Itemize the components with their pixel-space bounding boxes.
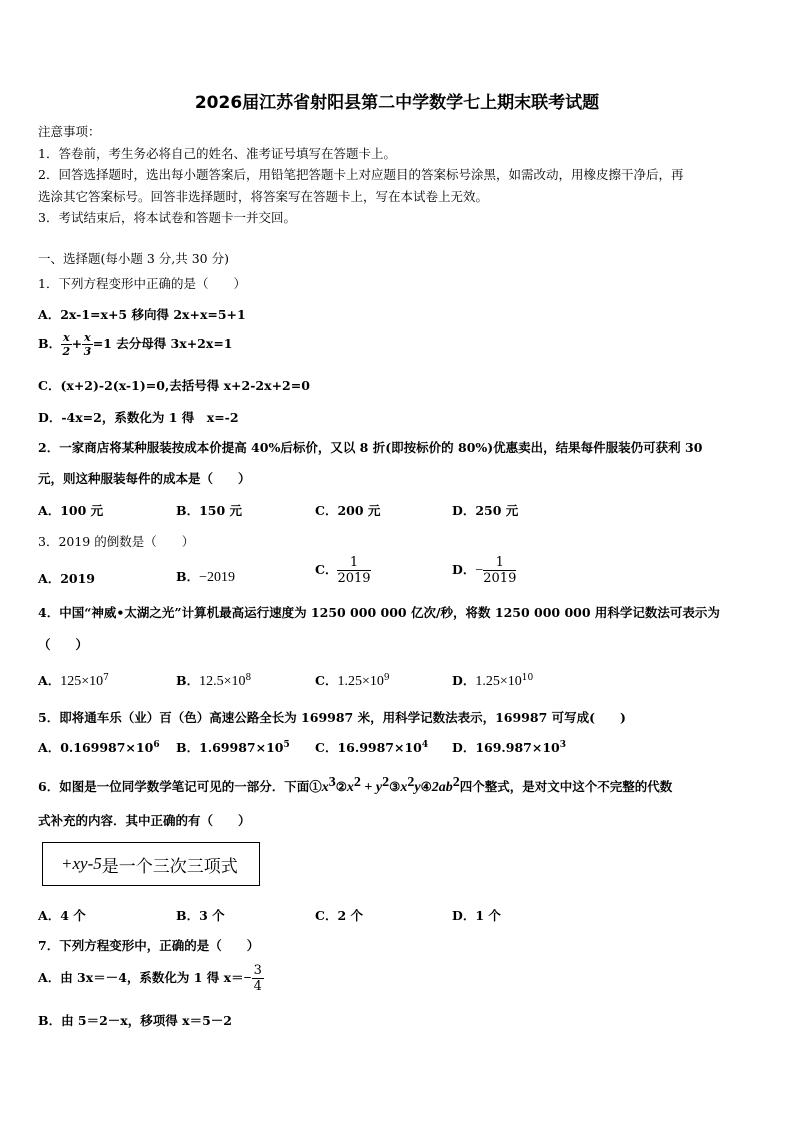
q6-stem-b: 四个整式，是对文中这个不完整的代数 <box>459 779 673 795</box>
q7-option-a <box>38 964 264 993</box>
q6-term2-b: y <box>375 780 383 796</box>
q4-option-d-base: 1.25×10 <box>475 674 522 689</box>
q2-option-a: A．100 元 <box>38 503 104 518</box>
q5-option-a <box>38 738 160 756</box>
section-heading: 一、选择题(每小题 3 分,共 30 分) <box>38 251 229 266</box>
q6-stem-a: 6．如图是一位同学数学笔记可见的一部分．下面① <box>38 779 322 795</box>
q6-option-c: C．2 个 <box>315 908 363 923</box>
q4-stem-line-2: （ ） <box>38 637 89 652</box>
q4-option-a-label: A． <box>38 673 61 688</box>
q6-term3-b: y <box>414 780 421 796</box>
q4-option-d-exp: 10 <box>521 672 534 683</box>
q3-option-d-label: D． <box>452 562 476 577</box>
q3-c-den: 2019 <box>337 571 371 586</box>
q5-option-d <box>452 738 566 756</box>
q6-term1-base: x <box>321 780 329 796</box>
q6-term2-a-exp: 2 <box>353 775 361 790</box>
q3-option-c-label: C． <box>315 562 338 577</box>
q7-option-b: B．由 5＝2－x，移项得 x＝5－2 <box>38 1013 232 1028</box>
q1-option-b-label: B． <box>38 336 62 351</box>
q4-option-d <box>452 671 533 690</box>
q6-term3-a: x <box>400 780 408 796</box>
q3-option-a: A．2019 <box>38 571 95 586</box>
q4-option-b-base: 12.5×10 <box>199 674 246 689</box>
notice-line-4: 3．考试结束后，将本试卷和答题卡一并交回。 <box>38 210 296 225</box>
q5-option-c <box>315 738 428 756</box>
q7-a-fraction <box>252 964 264 993</box>
q5-stem: 5．即将通车乐（业）百（色）高速公路全长为 169987 米，用科学记数法表示，169987 可写成( ) <box>38 710 626 725</box>
notice-line-1: 1．答卷前，考生务必将自己的姓名、准考证号填写在答题卡上。 <box>38 146 396 161</box>
q7-a-sign: − <box>243 971 252 986</box>
q1-option-b <box>38 332 233 357</box>
q4-option-a <box>38 671 109 690</box>
q4-option-c-exp: 9 <box>383 672 390 683</box>
q3-d-fraction <box>483 556 516 585</box>
q6-stem-line-1 <box>38 775 672 796</box>
q5-option-d-text: D．169.987×10 <box>452 740 560 755</box>
q6-circle-3: ③ <box>389 779 401 795</box>
page-title: 2026届江苏省射阳县第二中学数学七上期末联考试题 <box>194 93 600 113</box>
q5-option-d-exp: 3 <box>559 739 567 750</box>
q1-b-plus: + <box>71 336 83 351</box>
q5-option-b-exp: 5 <box>283 739 290 750</box>
q1-b-frac1-den: 2 <box>62 345 71 358</box>
q6-term1-exp: 3 <box>328 775 336 790</box>
q6-option-a: A．4 个 <box>38 908 86 923</box>
q7-stem: 7．下列方程变形中，正确的是（ ） <box>38 938 260 953</box>
q3-d-num: 1 <box>483 556 516 571</box>
q5-option-b-text: B．1.69987×10 <box>176 740 284 755</box>
q4-option-a-exp: 7 <box>103 672 109 683</box>
q6-term3-a-exp: 2 <box>407 775 415 790</box>
q5-option-c-text: C．16.9987×10 <box>315 740 422 755</box>
q6-term4-exp: 2 <box>452 775 460 790</box>
q3-option-d <box>452 556 516 585</box>
q2-option-b: B．150 元 <box>176 503 243 518</box>
q7-a-den: 4 <box>253 979 262 994</box>
q1-b-frac1-num: x <box>63 331 70 344</box>
q5-option-a-text: A．0.169987×10 <box>38 740 154 755</box>
q1-stem: 1．下列方程变形中正确的是（ ） <box>38 276 246 291</box>
q4-option-b-exp: 8 <box>245 672 252 683</box>
q2-stem-line-2: 元，则这种服装每件的成本是（ ） <box>38 471 251 486</box>
q5-option-a-exp: 6 <box>153 739 160 750</box>
q3-stem: 3．2019 的倒数是（ ） <box>38 534 195 549</box>
q6-term2-a: x <box>346 780 354 796</box>
q6-option-d: D．1 个 <box>452 908 501 923</box>
q4-option-c-label: C． <box>315 673 338 688</box>
q1-option-d: D．-4x=2，系数化为 1 得 x=-2 <box>38 410 239 425</box>
q4-option-d-label: D． <box>452 673 476 688</box>
q4-stem-line-1: 4．中国“神威•太湖之光”计算机最高运行速度为 1250 000 000 亿次/秒，将数 1250 000 000 用科学记数法可表示为 <box>38 605 720 620</box>
q3-option-b-value: −2019 <box>199 570 235 585</box>
q1-b-frac2-num: x <box>84 331 91 344</box>
q6-term2-plus: + <box>360 780 376 796</box>
q3-option-b-label: B． <box>176 569 200 584</box>
q3-d-sign: − <box>475 563 484 578</box>
q2-stem-line-1: 2．一家商店将某种服装按成本价提高 40%后标价，又以 8 折(即按标价的 80%)优惠卖出，结果每件服装仍可获利 30 <box>38 440 703 455</box>
q6-circle-4: ④ <box>420 779 432 795</box>
q3-option-c <box>315 556 371 585</box>
q6-circle-2: ② <box>335 779 347 795</box>
q5-option-b <box>176 738 290 756</box>
q1-b-frac2-den: 3 <box>83 345 92 358</box>
q6-box-expression: +xy-5 <box>61 854 102 873</box>
q6-notebook-box <box>42 842 260 886</box>
q4-option-c-base: 1.25×10 <box>337 674 384 689</box>
q7-a-num: 3 <box>253 963 262 978</box>
q6-stem-line-2: 式补充的内容．其中正确的有（ ） <box>38 813 251 828</box>
notice-heading: 注意事项： <box>38 124 101 139</box>
q1-b-fraction-2 <box>82 332 93 357</box>
q3-d-den: 2019 <box>483 571 517 586</box>
q6-box-text: 是一个三次三项式 <box>101 856 238 877</box>
q4-option-a-base: 125×10 <box>60 674 104 689</box>
q1-option-a: A．2x-1=x+5 移向得 2x+x=5+1 <box>38 307 246 322</box>
q1-b-suffix: =1 去分母得 3x+2x=1 <box>92 336 233 351</box>
q7-option-a-text: A．由 3x＝－4，系数化为 1 得 x＝ <box>38 970 244 985</box>
q4-option-b <box>176 671 251 690</box>
q1-b-fraction-1 <box>61 332 72 357</box>
q4-option-b-label: B． <box>176 673 200 688</box>
q6-option-b: B．3 个 <box>176 908 225 923</box>
q2-option-c: C．200 元 <box>315 503 381 518</box>
q6-term2-b-exp: 2 <box>382 775 390 790</box>
q4-option-c <box>315 671 390 690</box>
q1-option-c: C．(x+2)-2(x-1)=0,去括号得 x+2-2x+2=0 <box>38 378 310 393</box>
q3-c-num: 1 <box>337 556 370 571</box>
q3-c-fraction <box>337 556 370 585</box>
q3-option-b <box>176 567 235 586</box>
notice-line-2: 2．回答选择题时，选出每小题答案后，用铅笔把答题卡上对应题目的答案标号涂黑，如需改动，用橡皮擦干净后，再 <box>38 167 684 182</box>
q5-option-c-exp: 4 <box>421 739 429 750</box>
notice-line-3: 选涂其它答案标号。回答非选择题时，将答案写在答题卡上，写在本试卷上无效。 <box>38 189 489 204</box>
q2-option-d: D．250 元 <box>452 503 519 518</box>
q6-term4: 2ab <box>431 780 453 796</box>
